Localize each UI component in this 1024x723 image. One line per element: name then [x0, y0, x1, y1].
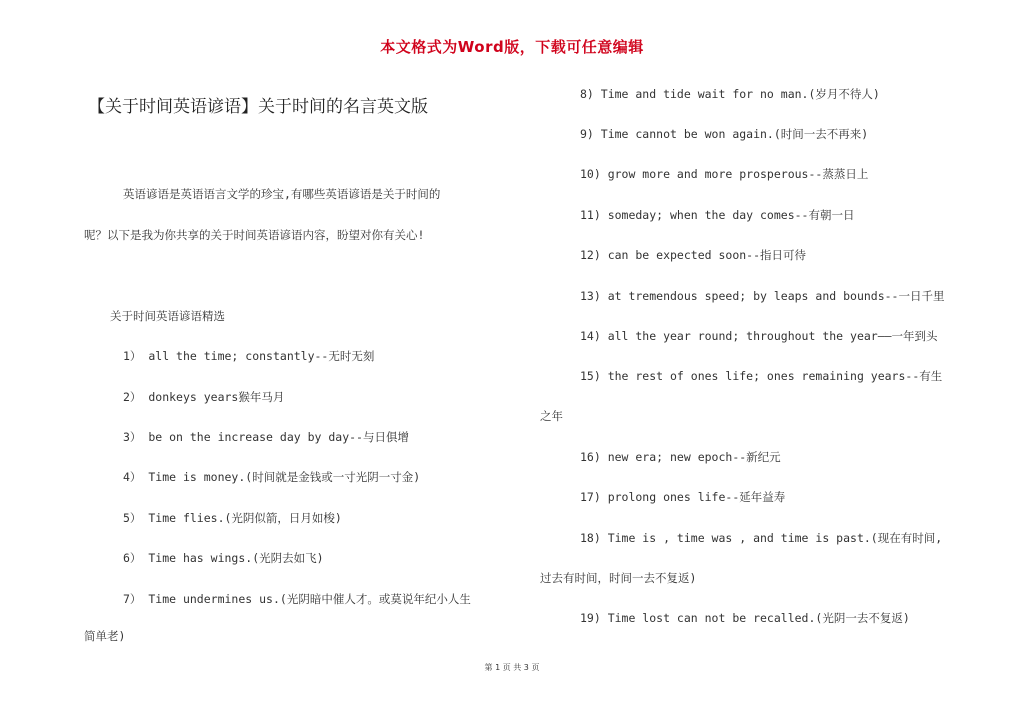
- section-heading: 关于时间英语谚语精选: [110, 309, 225, 323]
- proverb-item-10: 10) grow more and more prosperous--蒸蒸日上: [580, 167, 869, 181]
- proverb-item-18: 18) Time is , time was , and time is past.(现在有时间,: [580, 531, 943, 545]
- proverb-item-11: 11) someday; when the day comes--有朝一日: [580, 208, 855, 222]
- proverb-item-5: 5） Time flies.(光阴似箭，日月如梭): [123, 511, 342, 525]
- proverb-item-7-cont: 简单老): [84, 629, 126, 643]
- proverb-item-14: 14) all the year round; throughout the year——一年到头: [580, 329, 938, 343]
- proverb-item-12: 12) can be expected soon--指日可待: [580, 248, 807, 262]
- page-number-footer: 第 1 页 共 3 页: [484, 663, 540, 672]
- proverb-item-2: 2） donkeys years猴年马月: [123, 390, 285, 404]
- proverb-item-19: 19) Time lost can not be recalled.(光阴一去不复返): [580, 611, 910, 625]
- proverb-item-1: 1） all the time; constantly--无时无刻: [123, 349, 375, 363]
- proverb-item-15-cont: 之年: [540, 409, 563, 423]
- proverb-item-3: 3） be on the increase day by day--与日俱增: [123, 430, 409, 444]
- intro-line-1: 英语谚语是英语语言文学的珍宝,有哪些英语谚语是关于时间的: [123, 187, 441, 201]
- proverb-item-7: 7） Time undermines us.(光阴暗中催人才。或莫说年纪小人生: [123, 592, 471, 606]
- proverb-item-18-cont: 过去有时间，时间一去不复返): [540, 571, 697, 585]
- intro-line-2: 呢？以下是我为你共享的关于时间英语谚语内容，盼望对你有关心!: [84, 228, 425, 242]
- proverb-item-4: 4） Time is money.(时间就是金钱或一寸光阴一寸金): [123, 470, 421, 484]
- proverb-item-17: 17) prolong ones life--延年益寿: [580, 490, 786, 504]
- proverb-item-13: 13) at tremendous speed; by leaps and bounds--一日千里: [580, 289, 945, 303]
- word-format-banner: 本文格式为Word版，下载可任意编辑: [380, 38, 644, 56]
- proverb-item-6: 6） Time has wings.(光阴去如飞): [123, 551, 324, 565]
- document-title: 【关于时间英语谚语】关于时间的名言英文版: [88, 97, 428, 117]
- proverb-item-15: 15) the rest of ones life; ones remaining years--有生: [580, 369, 943, 383]
- proverb-item-16: 16) new era; new epoch--新纪元: [580, 450, 781, 464]
- proverb-item-9: 9) Time cannot be won again.(时间一去不再来): [580, 127, 869, 141]
- proverb-item-8: 8) Time and tide wait for no man.(岁月不待人): [580, 87, 880, 101]
